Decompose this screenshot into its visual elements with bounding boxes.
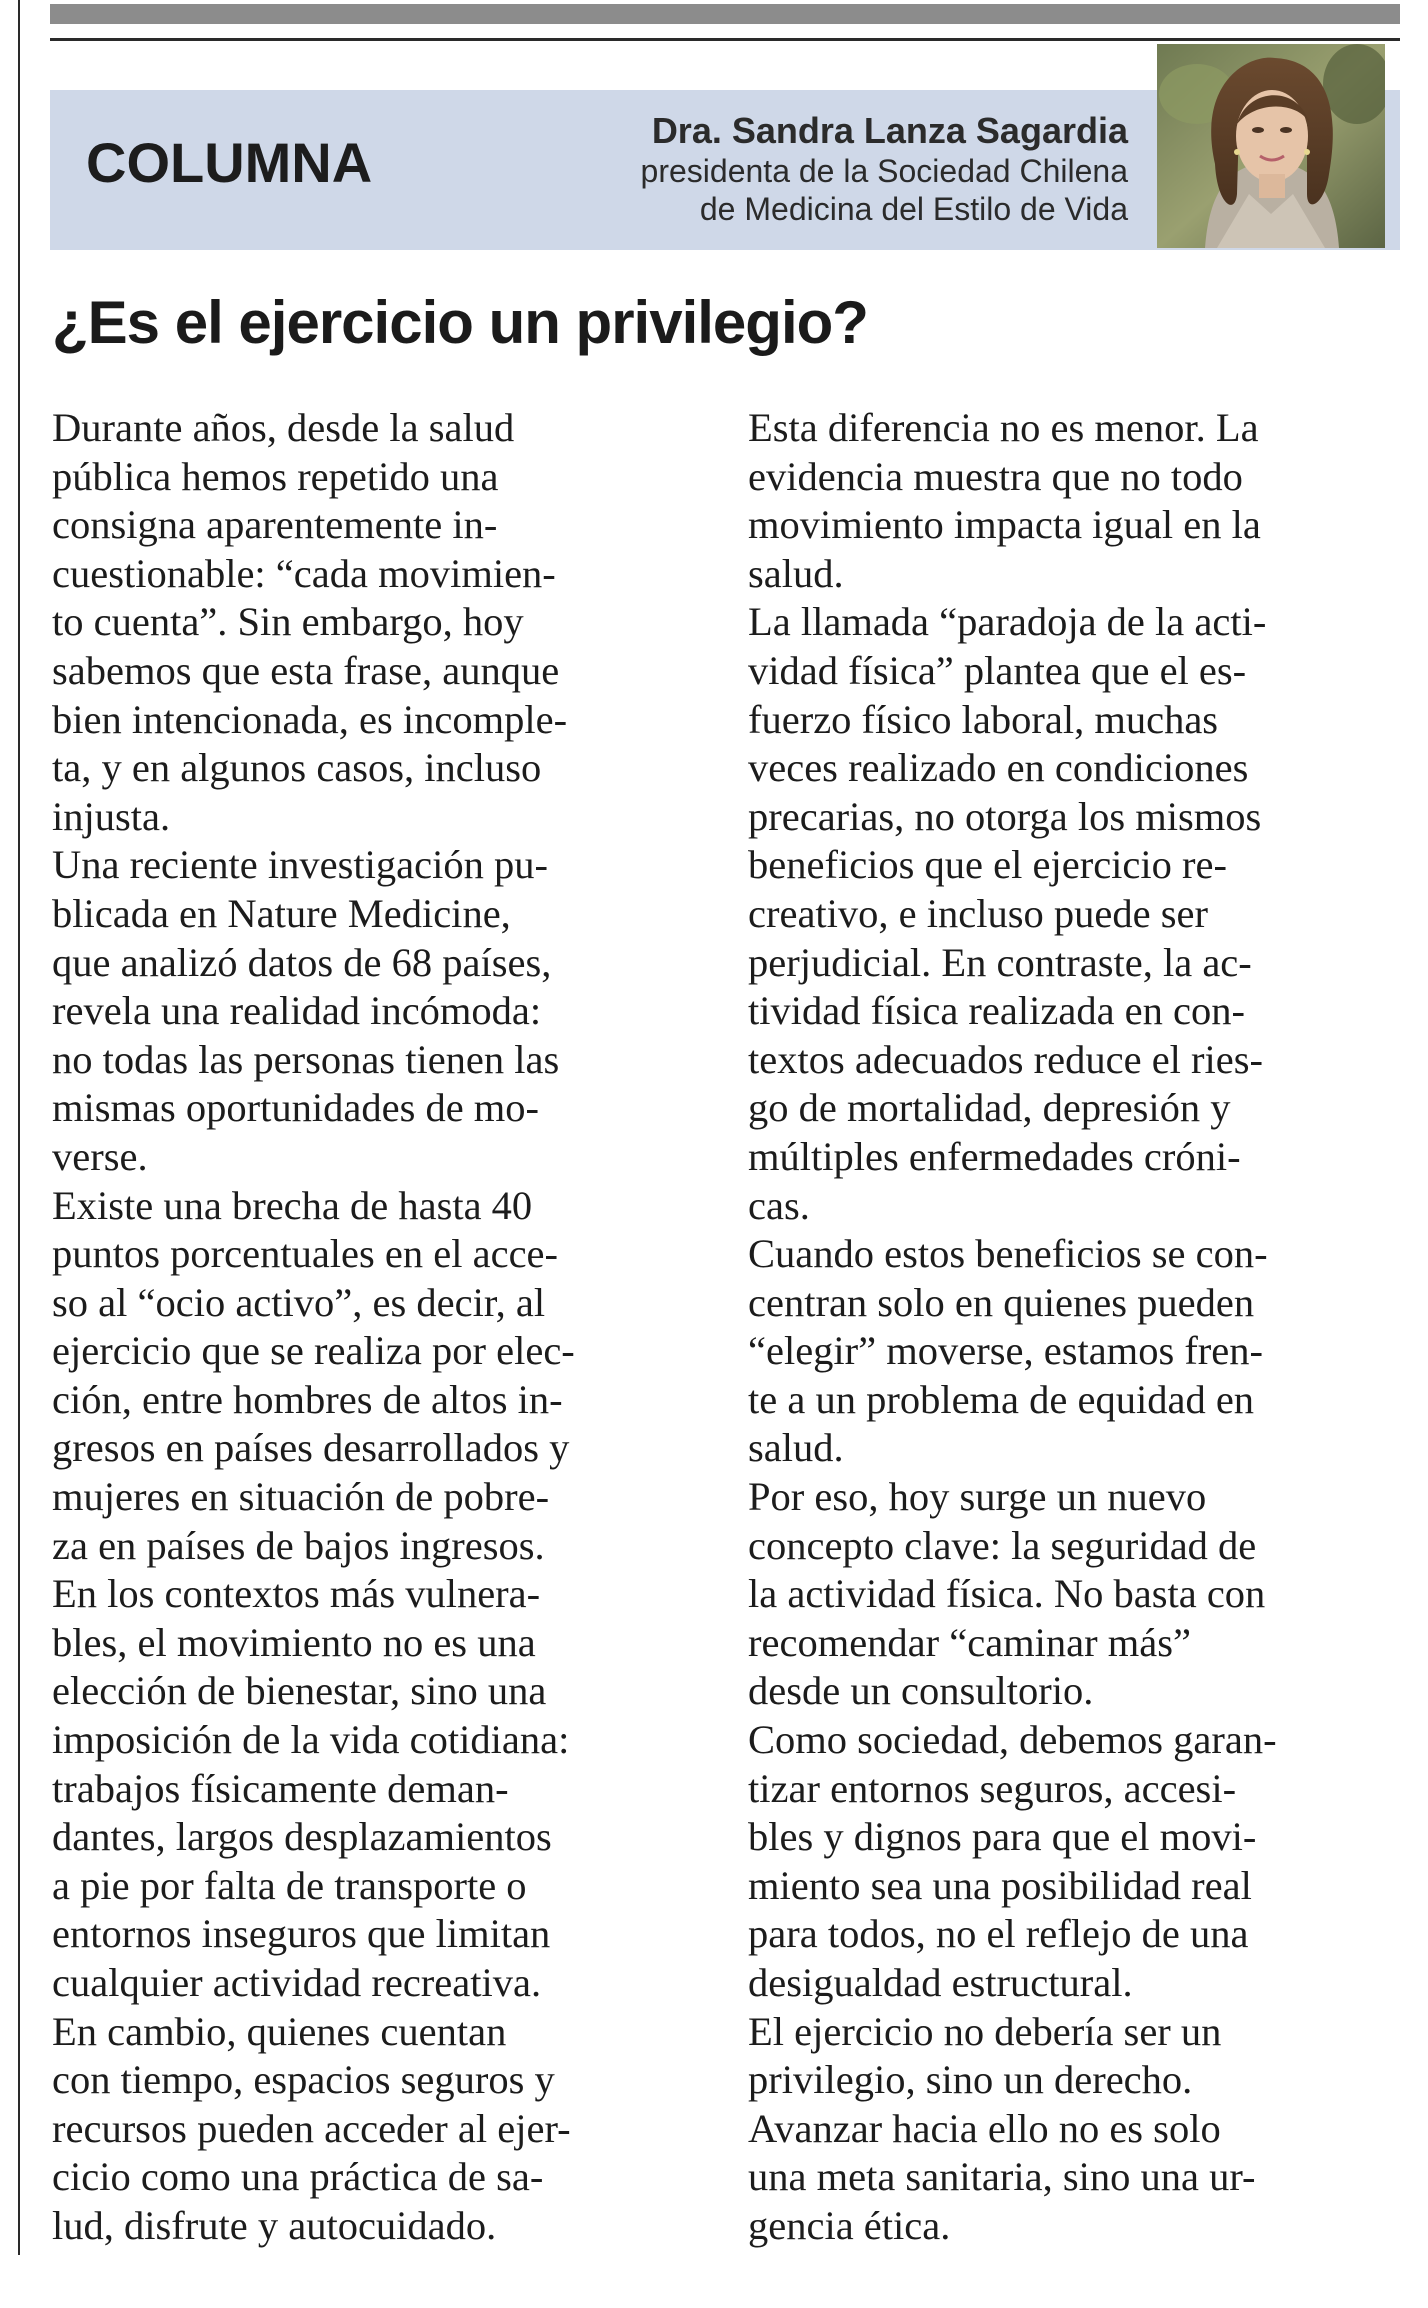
body-text-line: cuestionable: “cada movimien-	[52, 550, 556, 596]
article-body-left-column	[52, 404, 692, 2251]
body-text-line: imposición de la vida cotidiana:	[52, 1717, 570, 1763]
body-text-line: concepto clave: la seguridad de	[748, 1522, 1257, 1568]
body-text-line: cicio como una práctica de sa-	[52, 2154, 544, 2200]
body-text-line: que analizó datos de 68 países,	[52, 939, 552, 985]
body-text-line: cualquier actividad recreativa.	[52, 1960, 542, 2005]
body-text-line: la actividad física. No basta con	[748, 1571, 1266, 1617]
body-text-line: Durante años, desde la salud	[52, 405, 515, 450]
body-text-line: Esta diferencia no es menor. La	[748, 405, 1259, 450]
body-text-line: miento sea una posibilidad real	[748, 1862, 1252, 1908]
body-text-line: mujeres en situación de pobre-	[52, 1474, 550, 1520]
body-text-line: centran solo en quienes pueden	[748, 1279, 1255, 1325]
body-text-line: ejercicio que se realiza por elec-	[52, 1328, 575, 1374]
author-name: Dra. Sandra Lanza Sagardia	[651, 110, 1128, 151]
body-text-line: fuerzo físico laboral, muchas	[748, 696, 1219, 742]
body-text-line: gencia ética.	[748, 2202, 951, 2248]
body-text-line: tizar entornos seguros, accesi-	[748, 1765, 1237, 1811]
body-text-line: Una reciente investigación pu-	[52, 842, 548, 888]
body-text-line: injusta.	[52, 793, 171, 839]
body-text-line: múltiples enfermedades cróni-	[748, 1133, 1241, 1179]
body-text-line: para todos, no el reflejo de una	[748, 1911, 1249, 1957]
left-column-rule	[18, 0, 20, 2255]
body-text-line: El ejercicio no debería ser un	[748, 2008, 1222, 2054]
body-text-line: movimiento impacta igual en la	[748, 502, 1261, 548]
body-text-line: privilegio, sino un derecho.	[748, 2057, 1193, 2103]
body-text-line: bles y dignos para que el movi-	[748, 1814, 1257, 1860]
body-text-line: bles, el movimiento no es una	[52, 1619, 536, 1665]
body-text-line: con tiempo, espacios seguros y	[52, 2057, 555, 2103]
author-role-line-2: de Medicina del Estilo de Vida	[699, 191, 1128, 227]
article-headline: ¿Es el ejercicio un privilegio?	[52, 289, 868, 356]
body-text-line: salud.	[748, 1425, 844, 1471]
body-text-line: bien intencionada, es incomple-	[52, 696, 568, 742]
body-text-line: Por eso, hoy surge un nuevo	[748, 1474, 1207, 1520]
author-byline	[641, 110, 1128, 228]
body-text-line: textos adecuados reduce el ries-	[748, 1036, 1264, 1082]
body-text-line: a pie por falta de transporte o	[52, 1862, 527, 1908]
body-text-line: Existe una brecha de hasta 40	[52, 1182, 533, 1228]
body-text-line: go de mortalidad, depresión y	[748, 1085, 1231, 1131]
body-text-line: revela una realidad incómoda:	[52, 988, 542, 1034]
body-text-line: salud.	[748, 550, 844, 596]
body-text-line: dantes, largos desplazamientos	[52, 1814, 552, 1860]
body-text-line: La llamada “paradoja de la acti-	[748, 599, 1267, 645]
body-text-line: beneficios que el ejercicio re-	[748, 842, 1227, 888]
body-text-line: recomendar “caminar más”	[748, 1619, 1191, 1665]
body-text-line: ta, y en algunos casos, incluso	[52, 745, 542, 791]
body-text-line: perjudicial. En contraste, la ac-	[748, 939, 1252, 985]
body-text-line: za en países de bajos ingresos.	[52, 1522, 545, 1568]
body-text-line: to cuenta”. Sin embargo, hoy	[52, 599, 524, 645]
top-divider-line	[50, 38, 1400, 41]
body-text-line: precarias, no otorga los mismos	[748, 793, 1262, 839]
body-text-line: no todas las personas tienen las	[52, 1036, 560, 1082]
body-text-line: trabajos físicamente deman-	[52, 1765, 509, 1811]
body-text-line: te a un problema de equidad en	[748, 1376, 1255, 1422]
body-text-line: evidencia muestra que no todo	[748, 453, 1243, 499]
author-role-line-1: presidenta de la Sociedad Chilena	[640, 153, 1128, 189]
body-text-line: puntos porcentuales en el acce-	[52, 1231, 559, 1277]
body-text-line: cas.	[748, 1182, 810, 1228]
body-text-line: desigualdad estructural.	[748, 1960, 1133, 2005]
body-text-line: Avanzar hacia ello no es solo	[748, 2105, 1221, 2151]
body-text-line: pública hemos repetido una	[52, 453, 499, 499]
body-text-line: Cuando estos beneficios se con-	[748, 1231, 1268, 1277]
section-label: COLUMNA	[86, 131, 373, 194]
body-text-line: vidad física” plantea que el es-	[748, 647, 1247, 693]
article-body-right-column	[748, 404, 1388, 2251]
body-text-line: una meta sanitaria, sino una ur-	[748, 2154, 1256, 2200]
top-gray-bar	[50, 4, 1400, 24]
body-text-line: tividad física realizada en con-	[748, 988, 1245, 1034]
body-text-line: Como sociedad, debemos garan-	[748, 1717, 1277, 1763]
body-text-line: so al “ocio activo”, es decir, al	[52, 1279, 546, 1325]
body-text-line: entornos inseguros que limitan	[52, 1911, 551, 1957]
body-text-line: veces realizado en condiciones	[748, 745, 1249, 791]
body-text-line: En los contextos más vulnera-	[52, 1571, 541, 1617]
body-text-line: elección de bienestar, sino una	[52, 1668, 547, 1714]
body-text-line: En cambio, quienes cuentan	[52, 2008, 507, 2054]
body-text-line: sabemos que esta frase, aunque	[52, 647, 560, 693]
body-text-line: blicada en Nature Medicine,	[52, 890, 511, 936]
body-text-line: recursos pueden acceder al ejer-	[52, 2105, 571, 2151]
body-text-line: gresos en países desarrollados y	[52, 1425, 570, 1471]
body-text-line: lud, disfrute y autocuidado.	[52, 2202, 497, 2248]
body-text-line: “elegir” moverse, estamos fren-	[748, 1328, 1264, 1374]
body-text-line: creativo, e incluso puede ser	[748, 890, 1208, 936]
author-portrait-photo	[1157, 44, 1385, 248]
body-text-line: mismas oportunidades de mo-	[52, 1085, 540, 1131]
body-text-line: ción, entre hombres de altos in-	[52, 1376, 563, 1422]
body-text-line: verse.	[52, 1133, 148, 1179]
body-text-line: consigna aparentemente in-	[52, 502, 498, 548]
body-text-line: desde un consultorio.	[748, 1668, 1094, 1714]
